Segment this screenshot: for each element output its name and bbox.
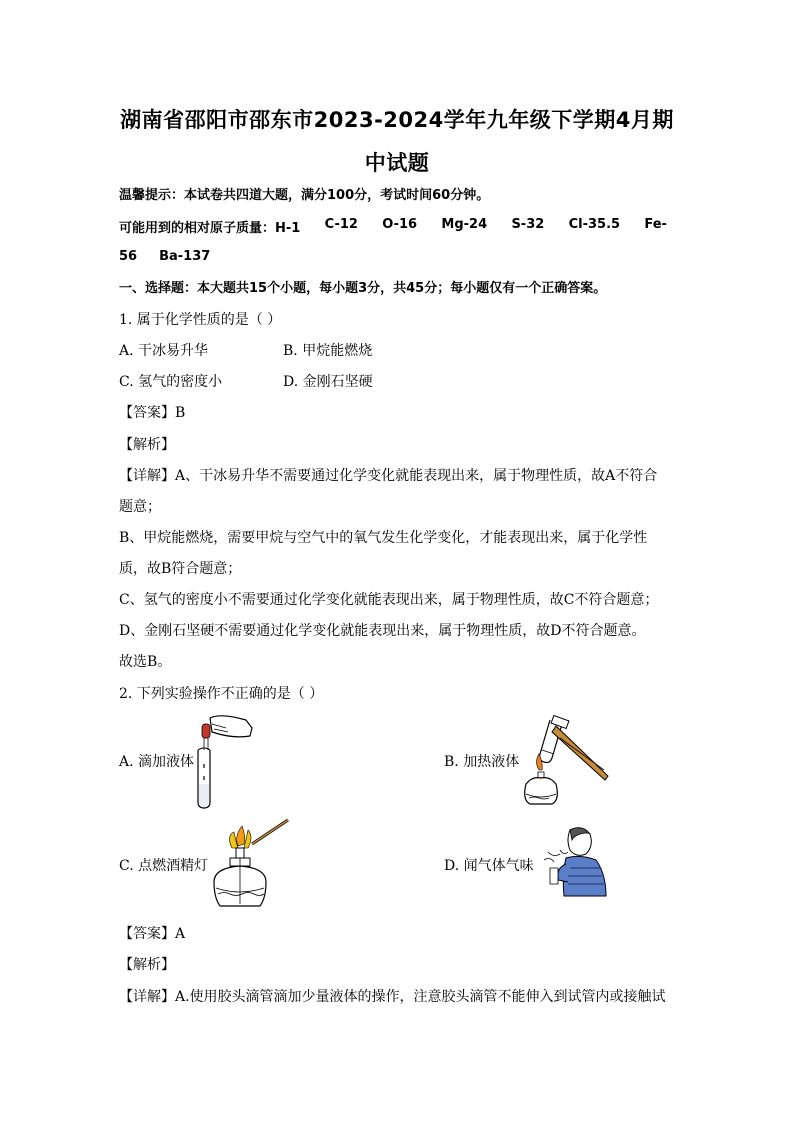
q1-detail-line: 【详解】A、干冰易升华不需要通过化学变化就能表现出来，属于物理性质，故A不符合 (119, 468, 658, 484)
q1-answer: 【答案】B (119, 405, 186, 421)
atomic-mass-item: O-16 (382, 217, 418, 232)
q1-detail-line: D、金刚石坚硬不需要通过化学变化就能表现出来，属于物理性质，故D不符合题意。 (119, 623, 646, 639)
exam-tip: 温馨提示：本试卷共四道大题，满分100分，考试时间60分钟。 (119, 188, 490, 203)
atomic-mass-line (119, 217, 667, 236)
alcohol-lamp-lighting-illustration (208, 818, 290, 914)
q1-option-b: B. 甲烷能燃烧 (283, 343, 373, 359)
q2-detail-line: 【详解】A.使用胶头滴管滴加少量液体的操作，注意胶头滴管不能伸入到试管内或接触试 (119, 989, 666, 1005)
atomic-mass-item: Fe- (644, 217, 667, 232)
q1-detail-line: 故选B。 (119, 654, 172, 670)
q1-detail-line: B、甲烷能燃烧，需要甲烷与空气中的氧气发生化学变化，才能表现出来，属于化学性 (119, 530, 648, 546)
q1-detail-line: 题意； (119, 499, 161, 515)
atomic-mass-label: 可能用到的相对原子质量：H-1 (119, 221, 301, 236)
q2-stem: 2. 下列实验操作不正确的是（ ） (119, 686, 324, 702)
q2-option-d: D. 闻气体气味 (444, 858, 534, 874)
heating-liquid-illustration (512, 714, 612, 810)
section-heading: 一、选择题：本大题共15个小题，每小题3分，共45分；每小题仅有一个正确答案。 (119, 281, 607, 296)
title-line-2: 中试题 (364, 151, 430, 175)
atomic-mass-item: S-32 (511, 217, 545, 232)
q1-option-d: D. 金刚石坚硬 (283, 374, 373, 390)
smelling-gas-person-illustration (540, 824, 610, 898)
title-line-1: 湖南省邵阳市邵东市2023-2024学年九年级下学期4月期 (120, 108, 674, 132)
atomic-mass-item: C-12 (324, 217, 358, 232)
q2-analysis-label: 【解析】 (119, 957, 175, 973)
q2-option-a: A. 滴加液体 (119, 754, 195, 770)
q2-answer: 【答案】A (119, 926, 186, 942)
dropper-test-tube-illustration (192, 714, 254, 810)
atomic-mass-item: Mg-24 (441, 217, 488, 232)
q1-option-c: C. 氢气的密度小 (119, 374, 223, 390)
q2-option-c: C. 点燃酒精灯 (119, 858, 209, 874)
q1-option-a: A. 干冰易升华 (119, 343, 209, 359)
q1-analysis-label: 【解析】 (119, 437, 175, 453)
atomic-mass-line-2: 56 Ba-137 (119, 249, 211, 264)
q2-option-b: B. 加热液体 (444, 754, 520, 770)
atomic-mass-item: Cl-35.5 (568, 217, 621, 232)
q1-detail-line: C、氢气的密度小不需要通过化学变化就能表现出来，属于物理性质，故C不符合题意； (119, 592, 659, 608)
q1-stem: 1. 属于化学性质的是（ ） (119, 312, 282, 328)
q1-detail-line: 质，故B符合题意； (119, 561, 242, 577)
